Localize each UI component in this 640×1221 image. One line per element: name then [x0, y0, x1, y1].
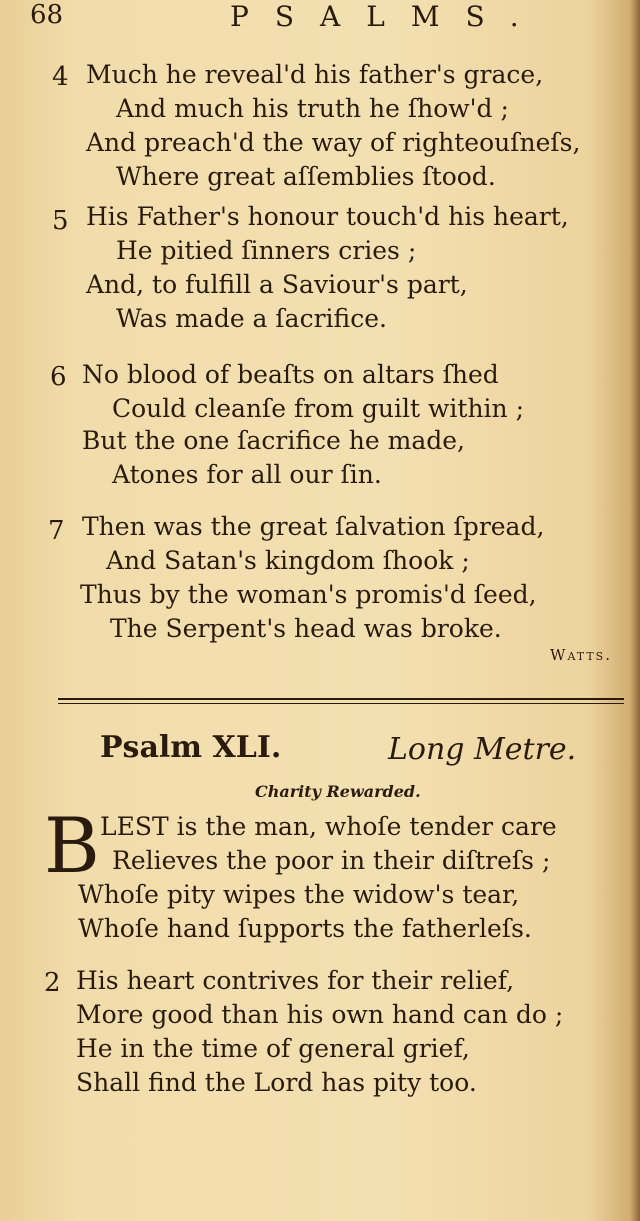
verse-line: And Satan's kingdom ſhook ; — [106, 546, 470, 575]
verse-line: Whoſe pity wipes the widow's tear, — [78, 880, 520, 909]
verse-line: Relieves the poor in their diſtreſs ; — [112, 846, 551, 875]
verse-line: Atones for all our ſin. — [112, 460, 382, 489]
stanza-number: 7 — [48, 516, 65, 546]
verse-line: His heart contrives for their relief, — [76, 966, 515, 995]
verse-line: His Father's honour touch'd his heart, — [86, 202, 569, 231]
verse-line: LEST is the man, whoſe tender care — [100, 812, 557, 841]
psalm-subtitle: Charity Rewarded. — [255, 782, 421, 801]
psalm-metre: Long Metre. — [388, 732, 577, 767]
page-edge-shadow — [630, 0, 640, 1221]
running-head — [0, 0, 640, 36]
verse-line: Was made a ſacrifice. — [116, 304, 387, 333]
section-rule-thin — [58, 703, 624, 704]
section-rule — [58, 698, 624, 700]
stanza-number: 2 — [44, 968, 61, 998]
verse-line: Whoſe hand ſupports the fatherleſs. — [78, 914, 532, 943]
verse-line: Could cleanſe from guilt within ; — [112, 394, 525, 423]
stanza-number: 5 — [52, 206, 69, 236]
verse-line: More good than his own hand can do ; — [76, 1000, 564, 1029]
verse-line: Thus by the woman's promis'd ſeed, — [80, 580, 537, 609]
verse-line: And preach'd the way of righteouſneſs, — [86, 128, 581, 157]
page-number: 68 — [30, 0, 64, 30]
drop-cap: B — [44, 801, 100, 890]
verse-line: But the one ſacrifice he made, — [82, 426, 465, 455]
running-title: PSALMS. — [230, 0, 545, 33]
verse-line: He pitied ſinners cries ; — [116, 236, 417, 265]
verse-line: Much he reveal'd his father's grace, — [86, 60, 544, 89]
verse-line: Shall find the Lord has pity too. — [76, 1068, 477, 1097]
verse-line: No blood of beaſts on altars ſhed — [82, 360, 499, 389]
verse-line: He in the time of general grief, — [76, 1034, 470, 1063]
verse-line: And, to fulfill a Saviour's part, — [86, 270, 468, 299]
stanza-number: 4 — [52, 62, 69, 92]
verse-line: And much his truth he ſhow'd ; — [116, 94, 509, 123]
verse-line: Where great aſſemblies ſtood. — [116, 162, 496, 191]
stanza-number: 6 — [50, 362, 67, 392]
verse-line: The Serpent's head was broke. — [110, 614, 502, 643]
verse-line: Then was the great ſalvation ſpread, — [82, 512, 545, 541]
author-attribution: Watts. — [550, 646, 612, 664]
psalm-title: Psalm XLI. — [100, 730, 282, 765]
